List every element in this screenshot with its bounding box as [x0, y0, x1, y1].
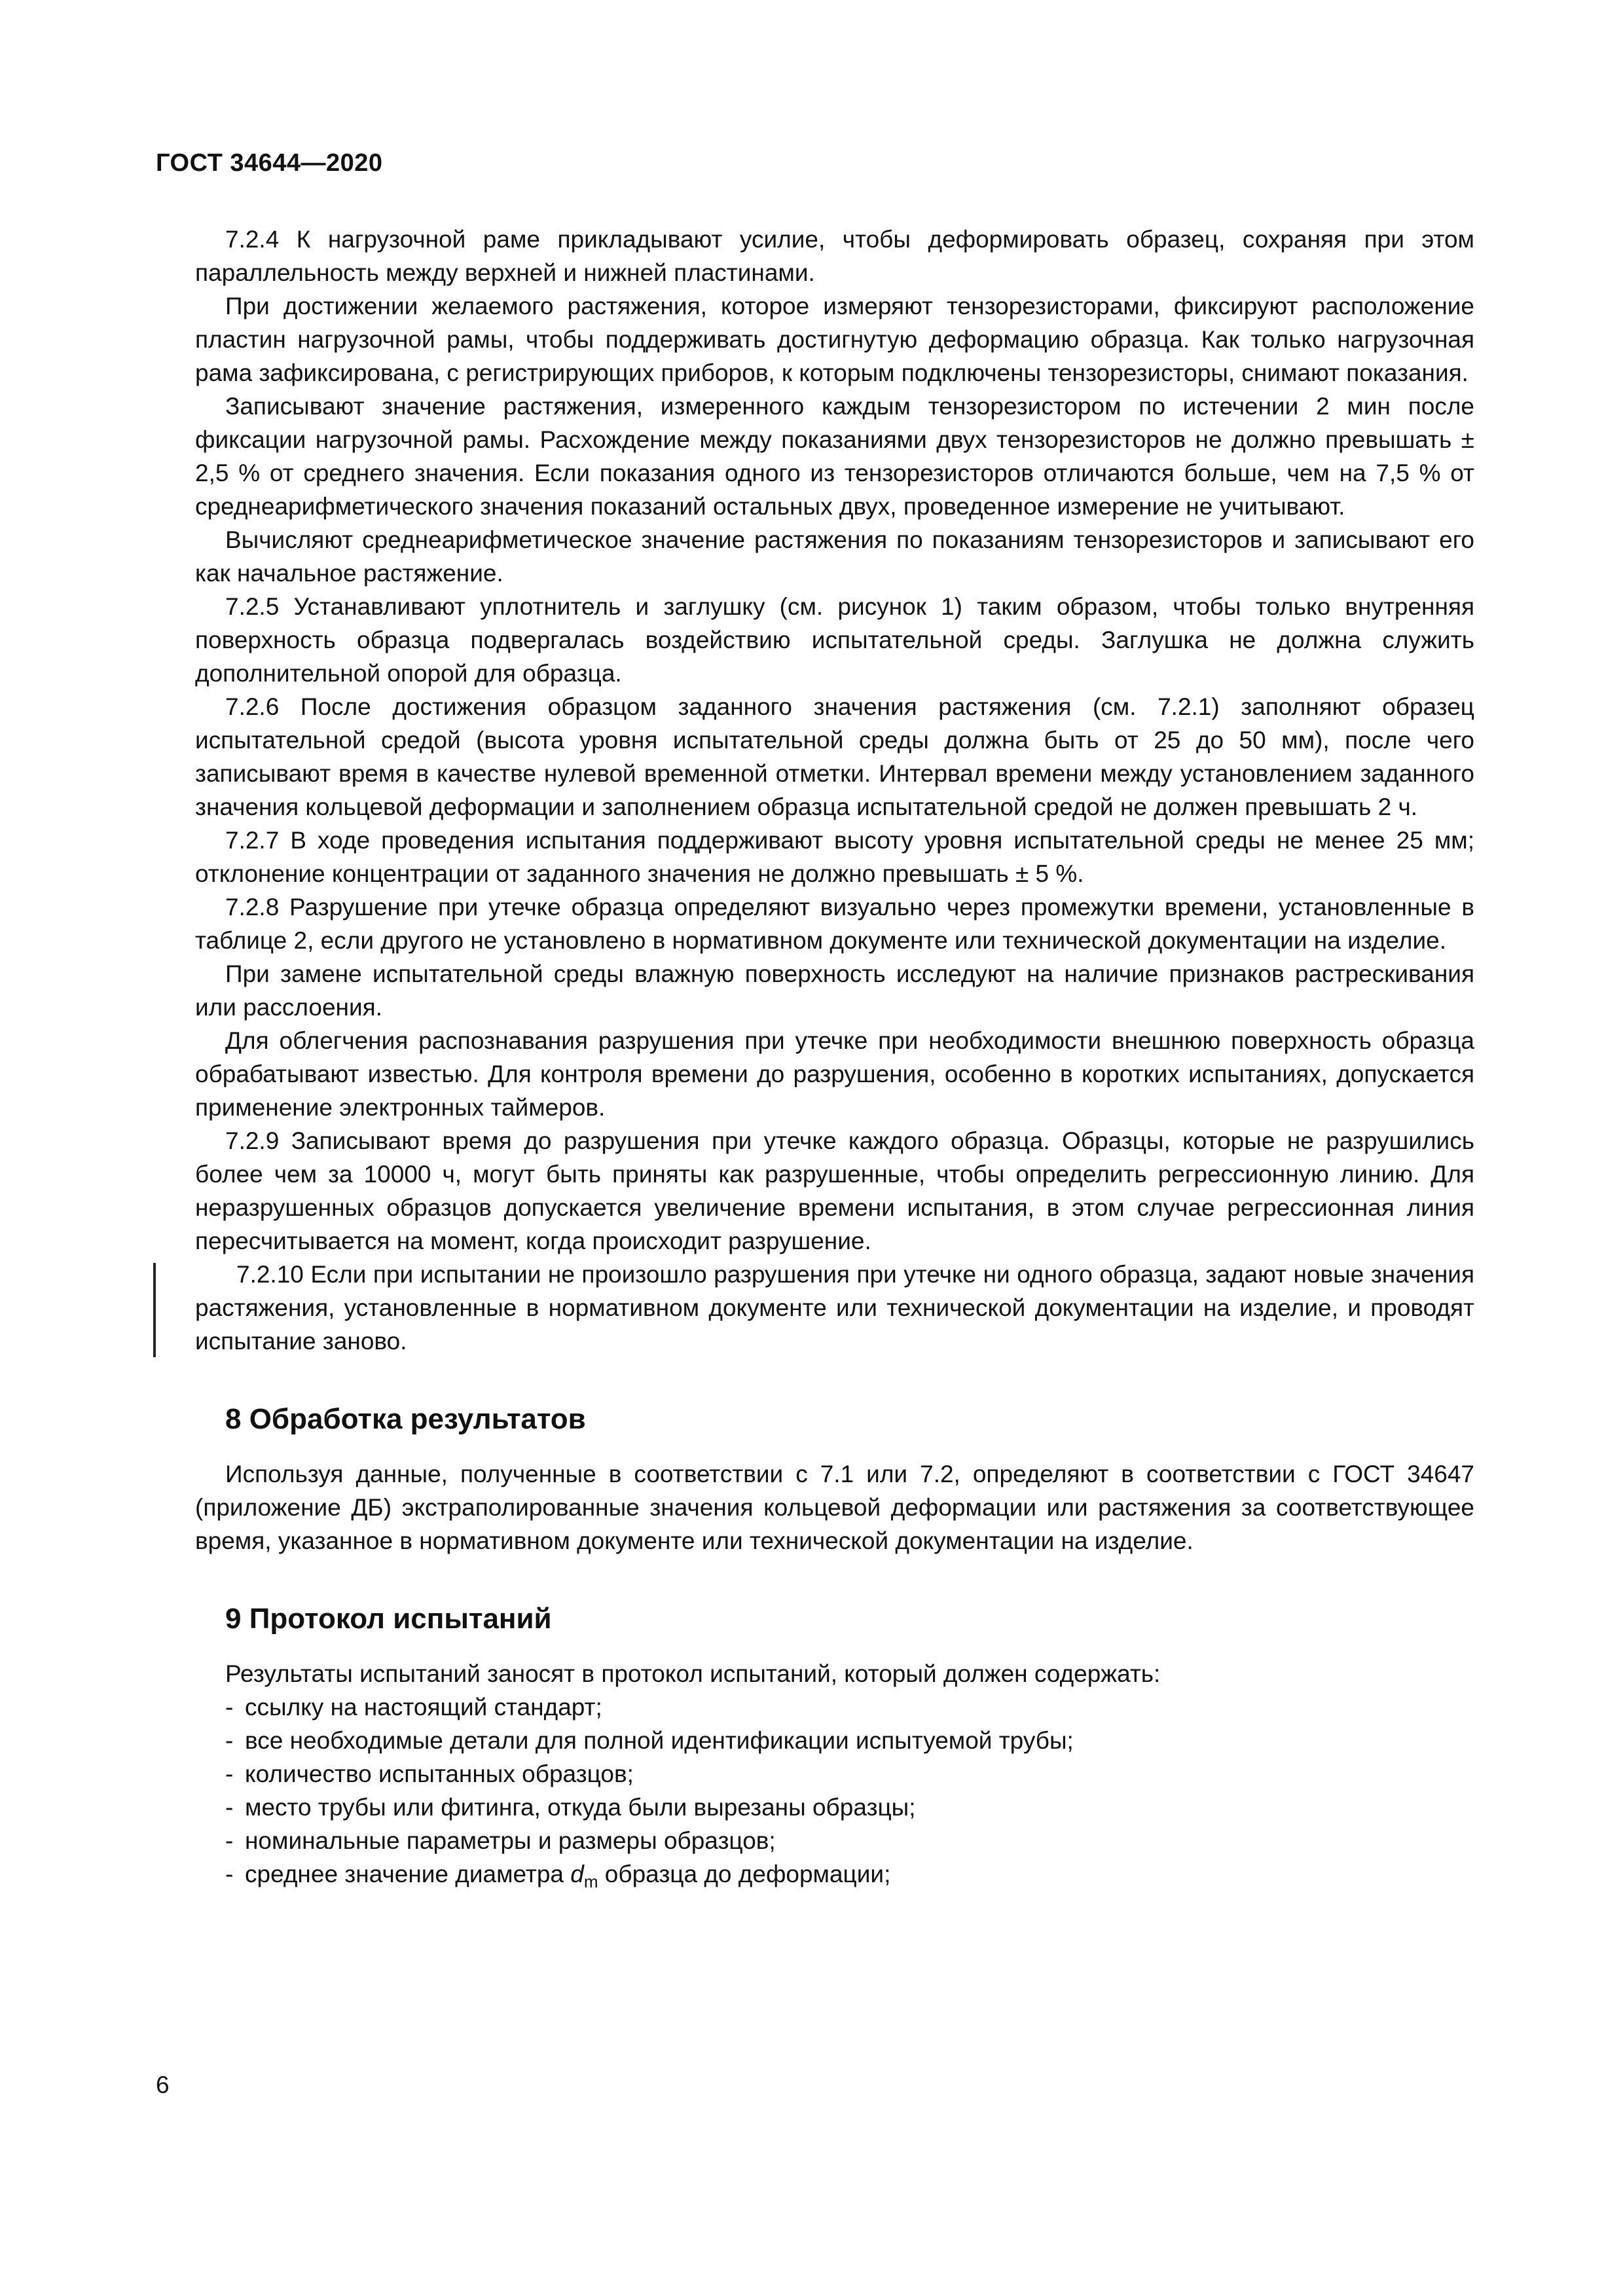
- section-8-text: Используя данные, полученные в соответствии с 7.1 или 7.2, определяют в соответствии с ГОСТ 34647 (приложение ДБ) экстраполированные значения кольцевой деформации или растяжения за соответствующее время, указанное в нормативном документе или технической документации на изделие.: [195, 1461, 1474, 1554]
- paragraph-7-2-4: 7.2.4 К нагрузочной раме прикладывают усилие, чтобы деформировать образец, сохраняя при этом параллельность между верхней и нижней пластинами.: [195, 226, 1474, 286]
- paragraph: При достижении желаемого растяжения, которое измеряют тензорезисторами, фиксируют расположение пластин нагрузочной рамы, чтобы поддерживать достигнутую деформацию образца. Как только нагрузочная рама зафиксирована, с регистрирующих приборов, к которым подключены тензорезисторы, снимают показания.: [195, 293, 1474, 386]
- paragraph: Записывают значение растяжения, измеренного каждым тензорезистором по истечении 2 мин после фиксации нагрузочной рамы. Расхождение между показаниями двух тензорезисторов не должно превышать ± 2,5 % от среднего значения. Если показания одного из тензорезисторов отличаются больше, чем на 7,5 % от среднеарифметического значения показаний остальных двух, проведенное измерение не учитывают.: [195, 393, 1474, 520]
- page-number: 6: [156, 2071, 170, 2098]
- dash-bullet: -: [225, 1861, 234, 1887]
- diameter-subscript: m: [583, 1872, 598, 1891]
- list-item: - все необходимые детали для полной идентификации испытуемой трубы;: [225, 1724, 1474, 1757]
- section-9-heading: 9 Протокол испытаний: [225, 1603, 552, 1635]
- paragraph: Вычисляют среднеарифметическое значение растяжения по показаниям тензорезисторов и записывают его как начальное растяжение.: [195, 526, 1474, 587]
- paragraph-7-2-9: 7.2.9 Записывают время до разрушения при утечке каждого образца. Образцы, которые не разрушились более чем за 10000 ч, могут быть приняты как разрушенные, чтобы определить регрессионную линию. Для неразрушенных образцов допускается увеличение времени испытания, в этом случае регрессионная линия пересчитывается на момент, когда происходит разрушение.: [195, 1127, 1474, 1254]
- section-9-intro: Результаты испытаний заносят в протокол испытаний, который должен содержать:: [225, 1660, 1161, 1687]
- document-code-header: ГОСТ 34644—2020: [156, 149, 383, 177]
- paragraph-7-2-6: 7.2.6 После достижения образцом заданного значения растяжения (см. 7.2.1) заполняют образец испытательной средой (высота уровня испытательной среды должна быть от 25 до 50 мм), после чего записывают время в качестве нулевой временной отметки. Интервал времени между установлением заданного значения кольцевой деформации и заполнением образца испытательной средой не должен превышать 2 ч.: [195, 693, 1474, 820]
- dash-bullet: -: [225, 1827, 234, 1854]
- paragraph: Для облегчения распознавания разрушения при утечке при необходимости внешнюю поверхность образца обрабатывают известью. Для контроля времени до разрушения, особенно в коротких испытаниях, допускается применение электронных таймеров.: [195, 1027, 1474, 1121]
- list-item: - среднее значение диаметра $d_m$ образца до деформации;: [225, 1857, 1474, 1891]
- list-item: - номинальные параметры и размеры образцов;: [225, 1824, 1474, 1857]
- list-item: - место трубы или фитинга, откуда были вырезаны образцы;: [225, 1791, 1474, 1824]
- dash-bullet: -: [225, 1794, 234, 1821]
- list-item: - ссылку на настоящий стандарт;: [225, 1690, 1474, 1724]
- change-marker-bar: [153, 1263, 156, 1357]
- paragraph-7-2-5: 7.2.5 Устанавливают уплотнитель и заглушку (см. рисунок 1) таким образом, чтобы только внутренняя поверхность образца подвергалась воздействию испытательной среды. Заглушка не должна служить дополнительной опорой для образца.: [195, 593, 1474, 687]
- paragraph: При замене испытательной среды влажную поверхность исследуют на наличие признаков растрескивания или расслоения.: [195, 960, 1474, 1021]
- section-8-heading: 8 Обработка результатов: [225, 1403, 586, 1435]
- document-body: [195, 223, 1474, 1891]
- paragraph-7-2-7: 7.2.7 В ходе проведения испытания поддерживают высоту уровня испытательной среды не менее 25 мм; отклонение концентрации от заданного значения не должно превышать ± 5 %.: [195, 827, 1474, 887]
- amended-paragraph-block: [195, 1258, 1474, 1358]
- list-item: - количество испытанных образцов;: [225, 1757, 1474, 1791]
- paragraph-7-2-8: 7.2.8 Разрушение при утечке образца определяют визуально через промежутки времени, установленные в таблице 2, если другого не установлено в нормативном документе или технической документации на изделие.: [195, 894, 1474, 954]
- paragraph-7-2-10: 7.2.10 Если при испытании не произошло разрушения при утечке ни одного образца, задают новые значения растяжения, установленные в нормативном документе или технической документации на изделие, и проводят испытание заново.: [195, 1261, 1474, 1355]
- diameter-symbol: d: [570, 1861, 584, 1887]
- dash-bullet: -: [225, 1694, 234, 1721]
- dash-bullet: -: [225, 1727, 234, 1754]
- dash-bullet: -: [225, 1760, 234, 1787]
- protocol-requirements-list: [195, 1690, 1474, 1891]
